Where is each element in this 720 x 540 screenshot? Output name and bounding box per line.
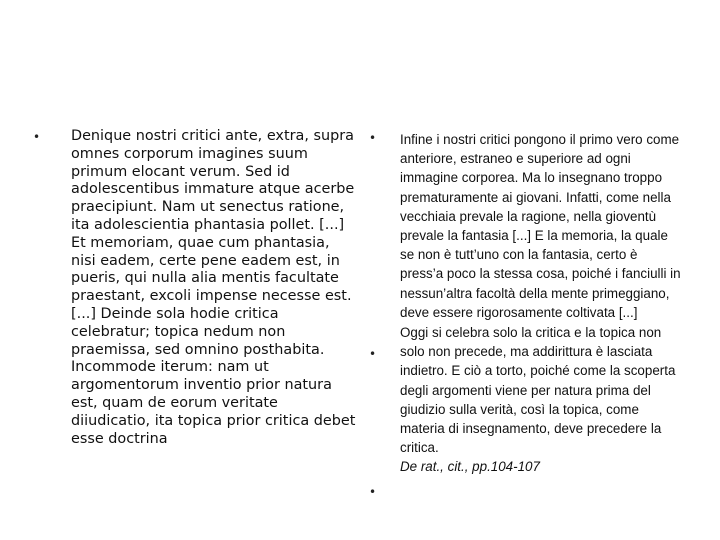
italian-bullet-2: • [369, 347, 377, 361]
latin-bullet: • [33, 130, 41, 144]
italian-translation [400, 130, 684, 477]
italian-bullet-1: • [369, 131, 377, 145]
latin-quote: Denique nostri critici ante, extra, supra omnes corporum imagines suum primum elocant verum. Sed id adolescentibus immature atque acerbe praecipiunt. Nam ut senectus ratione, ita adolescientia phantasia pollet. [...] Et memoriam, quae cum phantasia, nisi eadem, certe pene eadem est, in pueris, qui nulla alia mentis facultate praestant, excoli impense necesse est. [...] Deinde sola hodie critica celebratur; topica nedum non praemissa, sed omnino posthabita. Incommode iterum: nam ut argomentorum inventio prior natura est, quam de eorum veritate diiudicatio, ita topica prior critica debet esse doctrina [71, 128, 356, 447]
citation-reference: De rat., cit., pp.104-107 [400, 459, 540, 475]
italian-bullet-3: • [369, 485, 377, 499]
italian-paragraph-2: Oggi si celebra solo la critica e la topica non solo non precede, ma addirittura è lasciata indietro. E ciò a torto, poiché come la scoperta degli argomenti viene per natura prima del giudizio sulla verità, così la topica, come materia di insegnamento, deve precedere la critica. [400, 325, 676, 456]
italian-paragraph-1: Infine i nostri critici pongono il primo vero come anteriore, estraneo e superiore ad ogni immagine corporea. Ma lo insegnano troppo prematuramente ai giovani. Infatti, come nella vecchiaia prevale la ragione, nella gioventù prevale la fantasia [...] E la memoria, la quale se non è tutt’uno con la fantasia, certo è press’a poco la stessa cosa, poiché i fanciulli in nessun’altra facoltà della mente primeggiano, deve essere rigorosamente coltivata [...] [400, 132, 681, 320]
